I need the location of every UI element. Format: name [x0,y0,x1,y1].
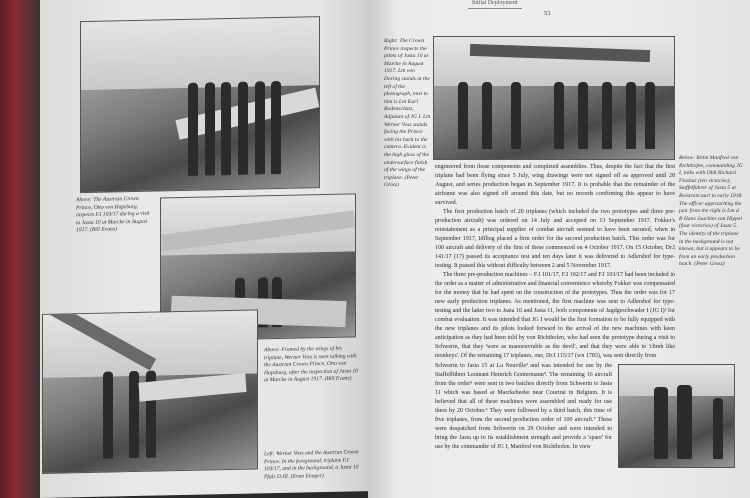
bottom-row [435,362,735,468]
page-number: 53 [544,10,551,17]
right-page-text [435,163,735,468]
caption-bottom-right: Left: Werner Voss and the Austrian Crown Prince. In the foreground, triplane F.I 103/17, and in the background, a Jasta 10 Pfalz D.III. (Evan Enuger) [264,449,359,481]
left-page [40,0,368,498]
photo-crown-prince-inspects-triplane [80,16,320,193]
narrow-text-column [435,362,612,452]
photo-voss-and-crown-prince [42,309,258,474]
photo-richthofen-with-flashar [618,364,735,468]
caption-right: Right: The Crown Prince inspects the pilots of Jasta 10 at Marcke in August 1917. Ltn von Doring stands at the left of the photograph, next to him is Ltn Karl Bodenschatz, Adjutant of JG I. Ltn Werner Voss stands facing the Prince with his back to the camera. Evident is the high gloss of the undersurface finish of the wings of the triplane. (Peter Grosz) [384,38,431,189]
caption-below: Below: Rittm Manfred von Richthofen, commanding JG I, talks with Oblt Richard Flashar (ten victories), Staffelführer of Jasta 5 at Boistrancourt in early 1918. The officer approaching the pair from the right is Ltn d R Hans Joachim von Hippel (four victories) of Jasta 5. The identity of the triplane in the background is not known, but it appears to be from an early production batch. (Peter Grosz) [679,155,743,268]
paragraph: The first production batch of 20 triplanes (which included the two prototypes and three pre-production aircraft) was ordered on 14 July and accepted on 13 September 1917. Fokker's reinstatement as a principal supplier of combat aircraft seemed to have been secured, when in September 1917, Idflieg placed a firm order for the second production batch. This order was for 100 aircraft and delivery of the first of these commenced on 4 October 1917. On 15 October, Dr.I 141/17 (17) passed its acceptance test and ten days later it was delivered to Adlershof for type-testing. It passed this without difficulty between 2 and 5 November 1917. [435,209,675,269]
main-text-column [435,163,675,361]
photo-pilots-of-jasta-10 [433,36,675,160]
running-header: Initial Deployment [468,0,522,9]
paragraph: The three pre-production machines – F.I 101/17, F.I 102/17 and F.I 103/17 had been included in the order as a matter of administrative and financial convenience whereby Fokker was compensated for the money that he had spent on the construction of the prototypes. Thus the order was for 17 new early production triplanes. As mentioned, the first machine was sent to Adlershof for type-testing and the latter two to Jasta 10 and Jasta 11, both components of Jagdgeschwader I (JG I)² for combat evaluation. It was intended that JG I would be the first formation to be fully equipped with the new triplanes and its pilots looked forward to the arrival of the new machines with keen anticipation as they had been told by von Richthofen, who had seen the prototype during a visit to Schwerin, that they 'were as manoeuvrable as the devil', and that they were able to 'climb like monkeys'. Of the remaining 17 triplanes, one, Dr.I 115/17 (wn 1783), was sent directly from [435,272,675,359]
paragraph: engineered from those components and completed assemblies. Thus, despite the fact that the first triplane had been flying since 5 July, wing drawings were not signed off as approved until 28 August, and series production began in September 1917. It is probable that the remainder of the airframe was also signed off around this date, but no records confirming this appear to have survived. [435,164,675,206]
book-cover-edge [0,0,40,498]
paragraph: Schwerin to Jasta 15 at La Neuville³ and was intended for use by the Staffelführer Leutnant Heinrich Gontermann⁴. The remaining 16 aircraft from the order⁵ were sent in two batches directly from Schwerin to Jasta 11 which was based at Marckebeeke near Courtrai in Belgium. It is believed that all of these machines were assembled and ready for use there by 20 October.⁶ They were followed by a third batch, this time of five triplanes, from the second production order of 100 aircraft.⁷ These were despatched from Schwerin on 29 October and were intended to bring the Jasta up to its establishment strength and provide a 'spare' for use by the commander of JG I, Manfred von Richthofen. In view [435,363,612,450]
caption-top-left: Above: The Austrian Crown Prince, Otto von Hapsburg, inspects F.I 103/17 during a visit to Jasta 10 at Marcke in August 1917. (Bill Evans) [76,195,150,234]
caption-middle-right: Above: Framed by the wings of his triplane, Werner Voss is seen talking with the Austrian Crown Prince, Otto von Hapsburg, after the inspection of Jasta 10 at Marcke in August 1917. (Bill Evans) [264,345,359,384]
